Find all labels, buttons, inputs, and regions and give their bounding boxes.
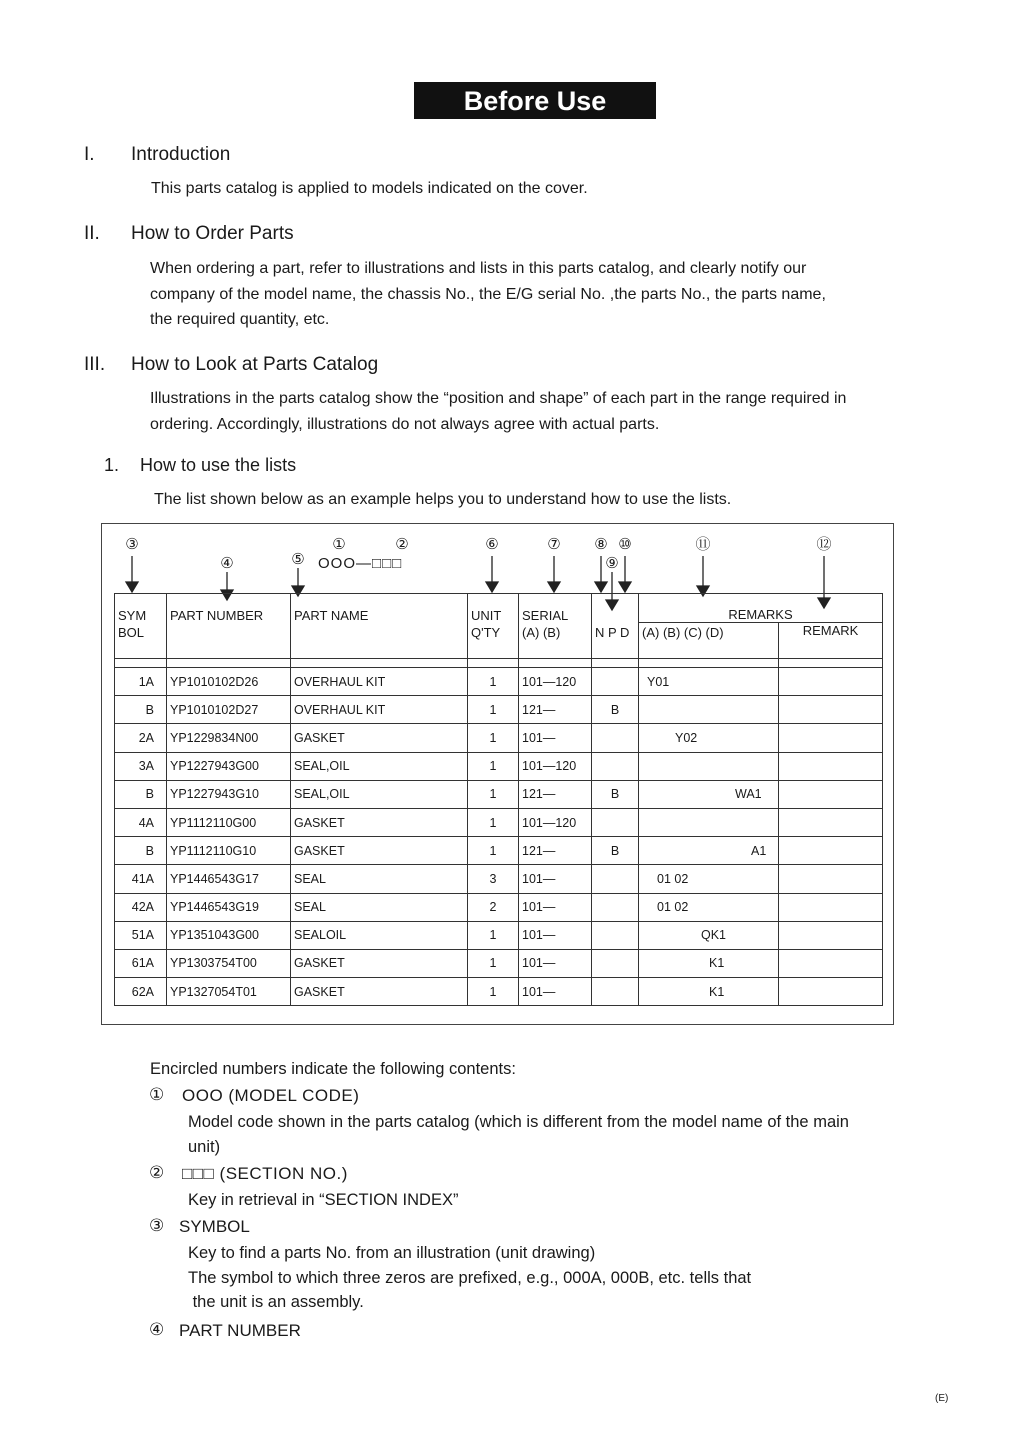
col-header-part-number: PART NUMBER — [167, 594, 291, 623]
remarks-cell: Y01 — [639, 668, 779, 696]
legend-line: Model code shown in the parts catalog (which is different from the model name of the main — [188, 1113, 849, 1131]
remarks-cell: A1 — [639, 837, 779, 865]
npd-cell — [592, 865, 639, 893]
qty-cell: 1 — [468, 668, 519, 696]
part-number-cell: YP1446543G17 — [167, 865, 291, 893]
table-row — [115, 865, 883, 893]
page-footer-mark: (E) — [935, 1393, 949, 1404]
table-spacer — [115, 659, 883, 668]
legend-line: the unit is an assembly. — [188, 1293, 364, 1311]
table-header-row-1 — [115, 594, 883, 623]
sym-cell: 1A — [115, 668, 167, 696]
part-number-cell: YP1351043G00 — [167, 921, 291, 949]
circled-2: ② — [395, 536, 409, 553]
part-number-cell: YP1446543G19 — [167, 893, 291, 921]
part-name-cell: GASKET — [291, 837, 468, 865]
remark-cell — [779, 893, 883, 921]
npd-cell — [592, 808, 639, 836]
section-3-title: How to Look at Parts Catalog — [131, 354, 379, 375]
npd-cell — [592, 921, 639, 949]
part-number-cell: YP1229834N00 — [167, 724, 291, 752]
serial-cell: 121— — [519, 837, 592, 865]
part-name-cell: SEAL — [291, 893, 468, 921]
arrow-head — [486, 582, 498, 592]
section-1-body: This parts catalog is applied to models indicated on the cover. — [151, 180, 588, 197]
table-row — [115, 752, 883, 780]
section-3-number: III. — [84, 354, 106, 375]
part-number-cell: YP1112110G10 — [167, 837, 291, 865]
part-number-cell: YP1112110G00 — [167, 808, 291, 836]
remark-cell — [779, 696, 883, 724]
circled-6: ⑥ — [485, 536, 499, 553]
serial-cell: 101— — [519, 949, 592, 977]
sym-cell: 62A — [115, 978, 167, 1006]
sym-cell: B — [115, 780, 167, 808]
circled-9: ⑨ — [605, 555, 619, 572]
remark-cell — [779, 949, 883, 977]
remarks-cell — [639, 808, 779, 836]
sym-cell: 3A — [115, 752, 167, 780]
subsection-body: The list shown below as an example helps you to understand how to use the lists. — [154, 491, 732, 508]
part-name-cell: SEAL — [291, 865, 468, 893]
col-header-remarks: REMARKS — [639, 594, 883, 623]
part-number-cell: YP1327054T01 — [167, 978, 291, 1006]
part-number-cell: YP1227943G10 — [167, 780, 291, 808]
circled-8: ⑧ — [594, 536, 608, 553]
legend-2-number: ② — [149, 1163, 165, 1182]
table-row — [115, 808, 883, 836]
legend-1-title: OOO (MODEL CODE) — [182, 1086, 360, 1105]
remarks-cell — [639, 752, 779, 780]
part-name-cell: SEAL,OIL — [291, 752, 468, 780]
subsection-title: How to use the lists — [140, 455, 297, 475]
legend-line: The symbol to which three zeros are prefixed, e.g., 000A, 000B, etc. tells that — [188, 1268, 752, 1287]
legend-intro: Encircled numbers indicate the following contents: — [150, 1060, 516, 1078]
qty-cell: 1 — [468, 949, 519, 977]
col-header-qty: Q'TY — [468, 623, 519, 659]
remarks-cell: 01 02 — [639, 865, 779, 893]
part-number-cell: YP1227943G00 — [167, 752, 291, 780]
serial-cell: 101— — [519, 724, 592, 752]
col-header-remarks-abcd: (A) (B) (C) (D) — [639, 623, 779, 659]
legend-3-number: ③ — [149, 1216, 165, 1235]
npd-cell — [592, 893, 639, 921]
remark-cell — [779, 752, 883, 780]
circled-3: ③ — [125, 536, 139, 553]
serial-cell: 121— — [519, 780, 592, 808]
circled-12: ⑫ — [816, 536, 832, 553]
subsection-number: 1. — [104, 455, 120, 475]
table-row — [115, 724, 883, 752]
legend-2-body — [188, 1188, 458, 1213]
npd-cell — [592, 949, 639, 977]
qty-cell: 1 — [468, 724, 519, 752]
section-3-line: Illustrations in the parts catalog show the “position and shape” of each part in the range required in — [150, 390, 847, 407]
table-row — [115, 696, 883, 724]
table-header-row-2 — [115, 623, 883, 659]
sym-cell: 61A — [115, 949, 167, 977]
section-1-number: I. — [84, 144, 95, 165]
remarks-cell: K1 — [639, 949, 779, 977]
legend-3-title: SYMBOL — [179, 1217, 250, 1236]
circled-1: ① — [332, 536, 346, 553]
npd-cell: B — [592, 837, 639, 865]
npd-cell: B — [592, 780, 639, 808]
qty-cell: 1 — [468, 837, 519, 865]
remark-cell — [779, 780, 883, 808]
circled-4: ④ — [220, 555, 234, 572]
parts-table-body — [115, 668, 883, 1006]
col-header-npd: N P D — [592, 623, 639, 659]
serial-cell: 121— — [519, 696, 592, 724]
col-header-remark: REMARK — [779, 623, 883, 659]
circled-7: ⑦ — [547, 536, 561, 553]
serial-cell: 101—120 — [519, 668, 592, 696]
sym-cell: 42A — [115, 893, 167, 921]
section-3-line: ordering. Accordingly, illustrations do not always agree with actual parts. — [150, 415, 660, 433]
part-number-cell: YP1303754T00 — [167, 949, 291, 977]
table-row — [115, 893, 883, 921]
serial-cell: 101— — [519, 978, 592, 1006]
remarks-cell: K1 — [639, 978, 779, 1006]
npd-cell — [592, 724, 639, 752]
table-row — [115, 978, 883, 1006]
col-header-blank — [291, 623, 468, 659]
remark-cell — [779, 724, 883, 752]
remarks-cell — [639, 696, 779, 724]
col-header-serial: SERIAL — [519, 594, 592, 623]
legend-3-body — [188, 1241, 751, 1315]
section-2-number: II. — [84, 223, 100, 244]
legend-2-title: □□□ (SECTION NO.) — [182, 1164, 348, 1183]
qty-cell: 1 — [468, 752, 519, 780]
part-name-cell: SEAL,OIL — [291, 780, 468, 808]
qty-cell: 3 — [468, 865, 519, 893]
section-1-title: Introduction — [131, 144, 231, 165]
circled-10: ⑩ — [618, 536, 632, 553]
sym-cell: B — [115, 696, 167, 724]
col-header-serial-ab: (A) (B) — [519, 623, 592, 659]
part-name-cell: SEALOIL — [291, 921, 468, 949]
part-name-cell: OVERHAUL KIT — [291, 696, 468, 724]
legend-1-body — [188, 1110, 849, 1159]
section-2-title: How to Order Parts — [131, 223, 294, 244]
sym-cell: 4A — [115, 808, 167, 836]
serial-cell: 101— — [519, 865, 592, 893]
circled-11: ⑪ — [695, 536, 711, 553]
section-2-line: company of the model name, the chassis No., the E/G serial No. ,the parts No., the parts name, — [150, 285, 826, 303]
part-name-cell: GASKET — [291, 724, 468, 752]
qty-cell: 1 — [468, 921, 519, 949]
remark-cell — [779, 808, 883, 836]
legend-line: Key to find a parts No. from an illustration (unit drawing) — [188, 1244, 596, 1262]
arrow-head — [619, 582, 631, 592]
remarks-cell: Y02 — [639, 724, 779, 752]
qty-cell: 1 — [468, 808, 519, 836]
qty-cell: 1 — [468, 780, 519, 808]
sym-cell: 51A — [115, 921, 167, 949]
table-row — [115, 780, 883, 808]
legend-line: Key in retrieval in “SECTION INDEX” — [188, 1191, 459, 1209]
npd-cell — [592, 978, 639, 1006]
serial-cell: 101— — [519, 893, 592, 921]
circled-5: ⑤ — [291, 551, 305, 568]
legend-4-title: PART NUMBER — [179, 1321, 301, 1340]
remarks-cell: QK1 — [639, 921, 779, 949]
col-header-blank — [167, 623, 291, 659]
remark-cell — [779, 837, 883, 865]
legend-line: unit) — [188, 1137, 221, 1156]
table-row — [115, 949, 883, 977]
remarks-cell: 01 02 — [639, 893, 779, 921]
sym-cell: 2A — [115, 724, 167, 752]
npd-cell: B — [592, 696, 639, 724]
part-number-cell: YP1010102D26 — [167, 668, 291, 696]
col-header-npd-top — [592, 594, 639, 623]
legend-1-number: ① — [149, 1085, 165, 1104]
remarks-cell: WA1 — [639, 780, 779, 808]
remark-cell — [779, 668, 883, 696]
col-header-unit: UNIT — [468, 594, 519, 623]
remark-cell — [779, 978, 883, 1006]
legend-4-number: ④ — [149, 1320, 165, 1339]
table-row — [115, 837, 883, 865]
serial-cell: 101—120 — [519, 752, 592, 780]
parts-list-table — [114, 593, 883, 1006]
serial-cell: 101— — [519, 921, 592, 949]
part-name-cell: GASKET — [291, 808, 468, 836]
npd-cell — [592, 668, 639, 696]
page-title: Before Use — [414, 82, 656, 119]
section-2-line: When ordering a part, refer to illustrations and lists in this parts catalog, and clearly notify our — [150, 260, 807, 277]
serial-cell: 101—120 — [519, 808, 592, 836]
qty-cell: 1 — [468, 696, 519, 724]
qty-cell: 1 — [468, 978, 519, 1006]
part-name-cell: GASKET — [291, 978, 468, 1006]
part-name-cell: OVERHAUL KIT — [291, 668, 468, 696]
code-pattern: OOO—□□□ — [318, 555, 403, 572]
qty-cell: 2 — [468, 893, 519, 921]
npd-cell — [592, 752, 639, 780]
col-header-bol: BOL — [115, 623, 167, 659]
arrow-head — [595, 582, 607, 592]
arrow-head — [126, 582, 138, 592]
table-row — [115, 921, 883, 949]
remark-cell — [779, 921, 883, 949]
part-name-cell: GASKET — [291, 949, 468, 977]
col-header-sym: SYM — [115, 594, 167, 623]
arrow-head — [548, 582, 560, 592]
remark-cell — [779, 865, 883, 893]
table-row — [115, 668, 883, 696]
section-2-line: the required quantity, etc. — [150, 311, 330, 328]
part-number-cell: YP1010102D27 — [167, 696, 291, 724]
sym-cell: 41A — [115, 865, 167, 893]
sym-cell: B — [115, 837, 167, 865]
col-header-part-name: PART NAME — [291, 594, 468, 623]
